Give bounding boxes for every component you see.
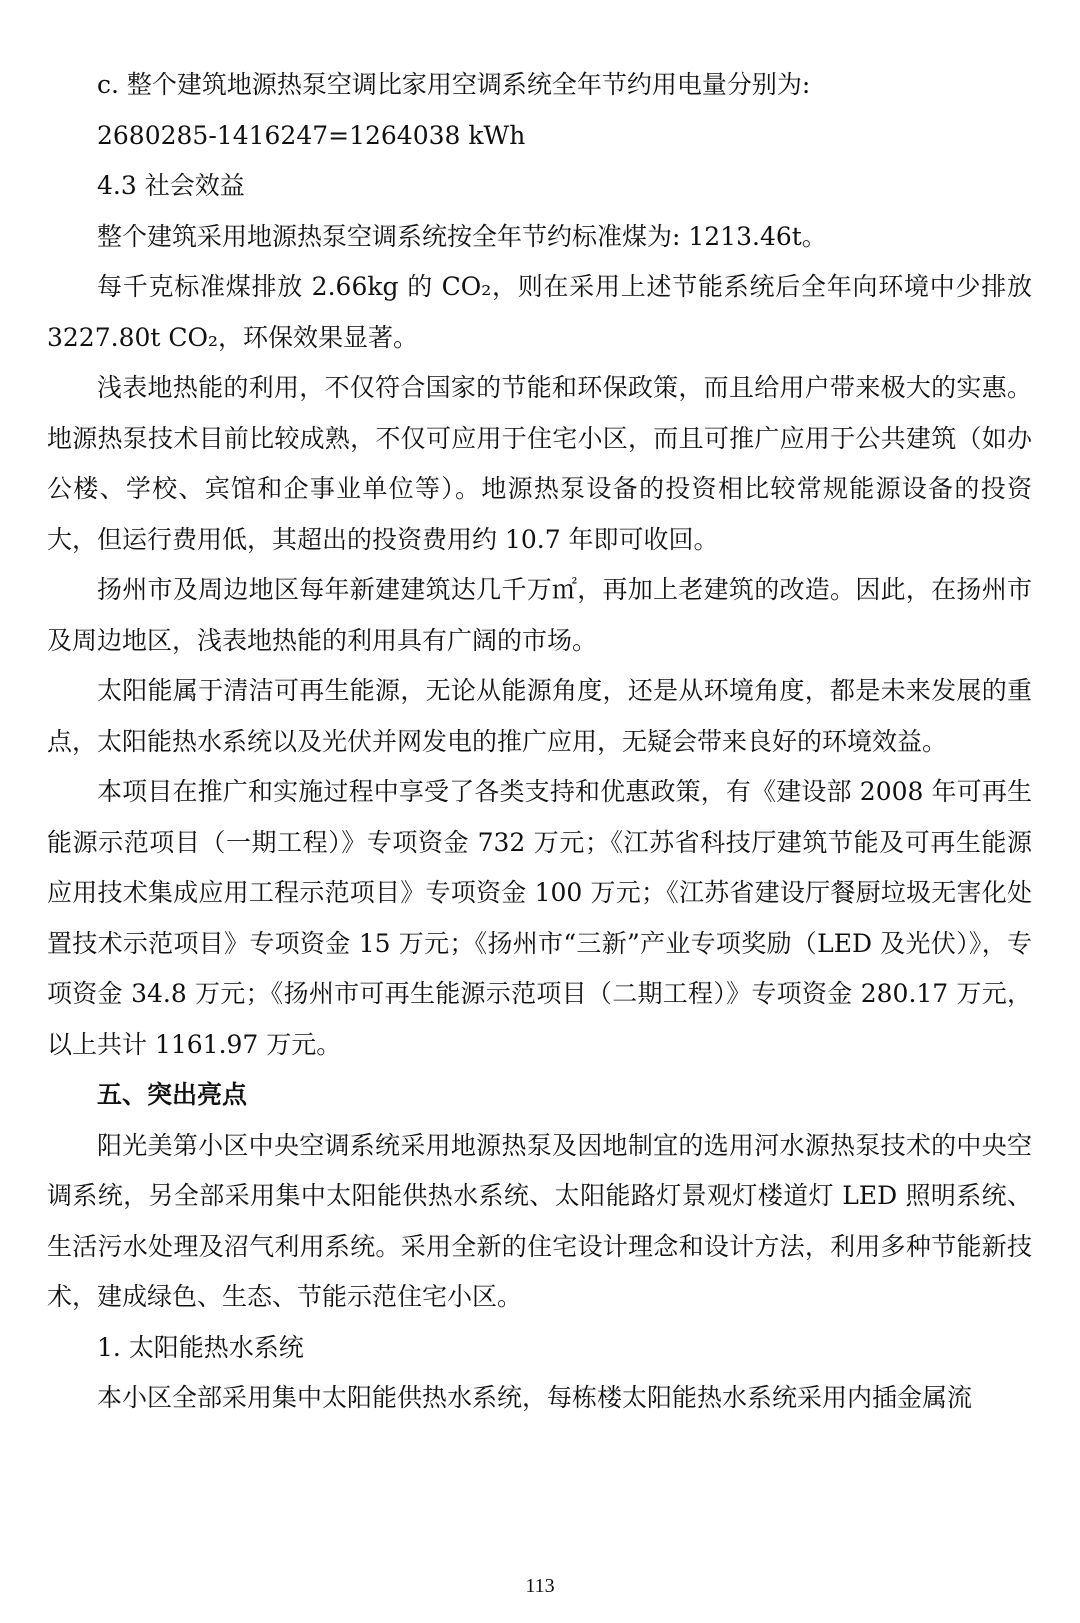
text-line: 本小区全部采用集中太阳能供热水系统，每栋楼太阳能热水系统采用内插金属流	[97, 1383, 973, 1412]
paragraph: 太阳能属于清洁可再生能源，无论从能源角度，还是从环境角度，都是未来发展的重点，太阳能热水系统以及光伏并网发电的推广应用，无疑会带来良好的环境效益。	[47, 676, 1032, 756]
subsection-heading: 1. 太阳能热水系统	[97, 1332, 304, 1362]
paragraph: 本项目在推广和实施过程中享受了各类支持和优惠政策，有《建设部 2008 年可再生能源示范项目（一期工程）》专项资金 732 万元；《江苏省科技厅建筑节能及可再生能源应用技术集成应用工程示范项目》专项资金 100 万元；《江苏省建设厅餐厨垃圾无害化处置技术示范项目》专项资金 15 万元；《扬州市“三新”产业专项奖励（LED 及光伏）》，专项资金 34.8 万元；《扬州市可再生能源示范项目（二期工程）》专项资金 280.17 万元，以上共计 1161.97 万元。	[47, 777, 1032, 1059]
paragraph: 阳光美第小区中央空调系统采用地源热泵及因地制宜的选用河水源热泵技术的中央空调系统，另全部采用集中太阳能供热水系统、太阳能路灯景观灯楼道灯 LED 照明系统、生活污水处理及沼气利用系统。采用全新的住宅设计理念和设计方法，利用多种节能新技术，建成绿色、生态、节能示范住宅小区。	[47, 1130, 1032, 1311]
section-heading: 五、突出亮点	[97, 1080, 248, 1109]
page-number: 113	[525, 1575, 555, 1597]
paragraph: 扬州市及周边地区每年新建建筑达几千万㎡，再加上老建筑的改造。因此，在扬州市及周边地区，浅表地热能的利用具有广阔的市场。	[47, 575, 1032, 655]
paragraph: 浅表地热能的利用，不仅符合国家的节能和环保政策，而且给用户带来极大的实惠。地源热泵技术目前比较成熟，不仅可应用于住宅小区，而且可推广应用于公共建筑（如办公楼、学校、宾馆和企事业单位等）。地源热泵设备的投资相比较常规能源设备的投资大，但运行费用低，其超出的投资费用约 10.7 年即可收回。	[47, 373, 1032, 554]
document-page	[47, 60, 1032, 1424]
section-heading: 4.3 社会效益	[97, 171, 245, 200]
text-line: c. 整个建筑地源热泵空调比家用空调系统全年节约用电量分别为:	[97, 70, 811, 99]
paragraph: 每千克标准煤排放 2.66kg 的 CO₂，则在采用上述节能系统后全年向环境中少排放 3227.80t CO₂，环保效果显著。	[47, 272, 1032, 352]
text-line: 整个建筑采用地源热泵空调系统按全年节约标准煤为: 1213.46t。	[97, 221, 827, 251]
text-line: 2680285-1416247=1264038 kWh	[97, 120, 526, 150]
